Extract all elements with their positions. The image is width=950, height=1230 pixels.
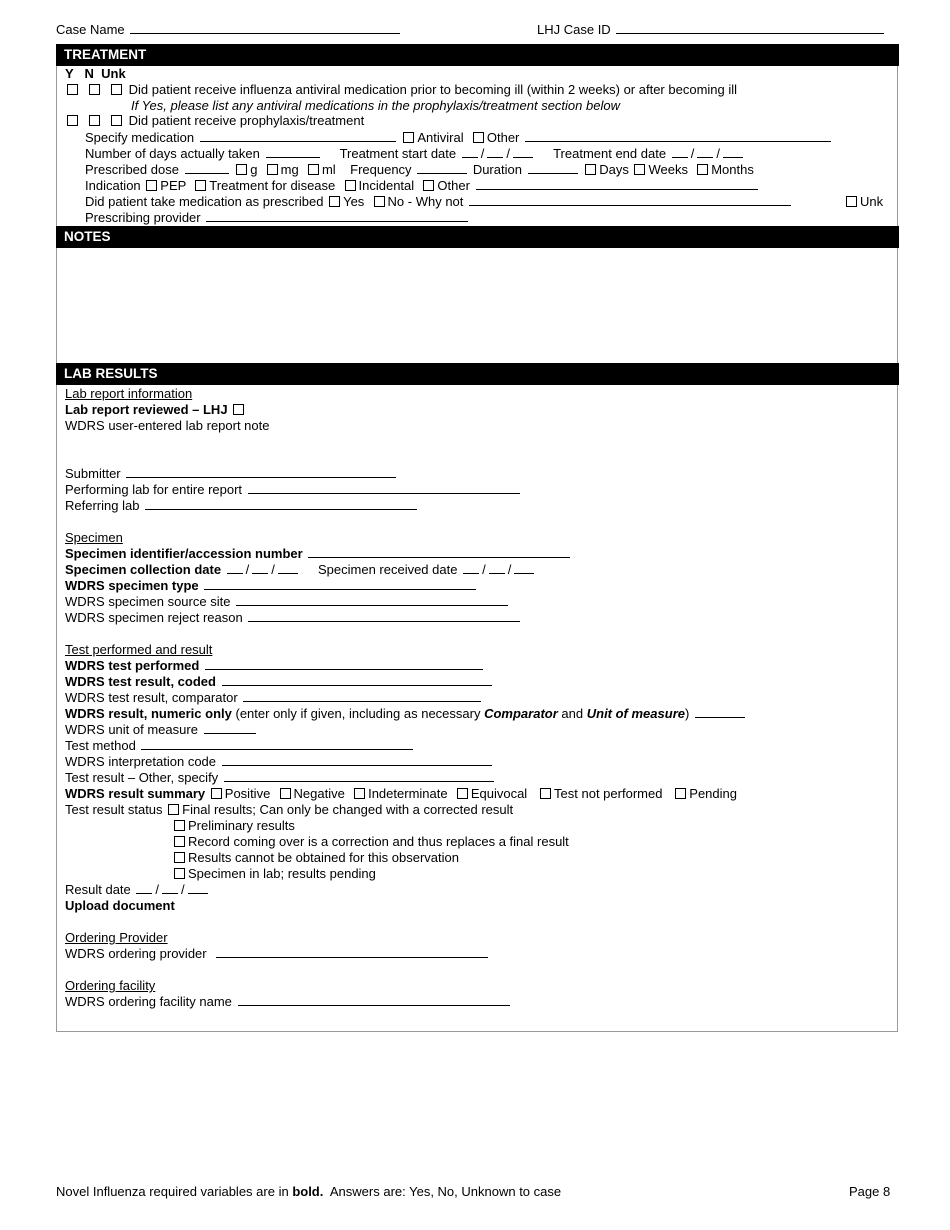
as-prescribed-unk-checkbox[interactable]: [846, 196, 857, 207]
weeks-label: Weeks: [648, 162, 688, 177]
status-prelim-checkbox[interactable]: [174, 820, 185, 831]
specimen-type-label: WDRS specimen type: [65, 578, 199, 593]
result-coded-field[interactable]: [222, 674, 492, 686]
collection-date-day[interactable]: [252, 562, 268, 574]
status-correction-row: [172, 834, 569, 849]
case-name-row: [56, 22, 402, 37]
lab-reviewed-row: [65, 402, 247, 417]
specify-medication-label: Specify medication: [85, 130, 195, 145]
status-specimen-checkbox[interactable]: [174, 868, 185, 879]
referring-lab-field[interactable]: [145, 498, 417, 510]
numeric-close: ): [684, 706, 690, 721]
numeric-note: (enter only if given, including as necessary: [235, 706, 481, 721]
footer-note-suffix: Answers are: Yes, No, Unknown to case: [329, 1184, 562, 1199]
start-date-year[interactable]: [513, 146, 533, 158]
unit-g-checkbox[interactable]: [236, 164, 247, 175]
lab-reviewed-checkbox[interactable]: [233, 404, 244, 415]
reject-reason-field[interactable]: [248, 610, 520, 622]
prophylaxis-y-checkbox[interactable]: [67, 115, 78, 126]
unit-g-label: g: [250, 162, 258, 177]
referring-lab-label: Referring lab: [65, 498, 140, 513]
lhj-case-id-label: LHJ Case ID: [537, 22, 611, 37]
performing-lab-label: Performing lab for entire report: [65, 482, 243, 497]
antiviral-label: Antiviral: [417, 130, 464, 145]
as-prescribed-unk-label: Unk: [860, 194, 884, 209]
duration-label: Duration: [472, 162, 522, 177]
days-taken-field[interactable]: [266, 146, 320, 158]
specimen-heading: Specimen: [65, 530, 123, 545]
result-other-field[interactable]: [224, 770, 494, 782]
result-summary-row: [65, 786, 737, 801]
indeterminate-checkbox[interactable]: [354, 788, 365, 799]
prophylaxis-n-checkbox[interactable]: [89, 115, 100, 126]
negative-checkbox[interactable]: [280, 788, 291, 799]
specify-medication-row: [85, 130, 833, 145]
status-correction-checkbox[interactable]: [174, 836, 185, 847]
ordering-facility-label: WDRS ordering facility name: [65, 994, 232, 1009]
indication-other-label: Other: [437, 178, 470, 193]
prescribed-dose-label: Prescribed dose: [85, 162, 179, 177]
lab-results-section-header: LAB RESULTS: [56, 363, 899, 385]
upload-document-label[interactable]: Upload document: [65, 898, 175, 913]
status-cannot-row: [172, 850, 459, 865]
ordering-provider-field[interactable]: [216, 946, 488, 958]
indication-label: Indication: [85, 178, 141, 193]
test-performed-label: WDRS test performed: [65, 658, 200, 673]
case-name-label: Case Name: [56, 22, 125, 37]
received-date-day[interactable]: [489, 562, 505, 574]
test-method-label: Test method: [65, 738, 136, 753]
prescribing-provider-label: Prescribing provider: [85, 210, 201, 225]
start-date-day[interactable]: [487, 146, 503, 158]
numeric-result-row: [65, 706, 747, 721]
end-date-day[interactable]: [697, 146, 713, 158]
status-prelim-row: [172, 818, 295, 833]
indeterminate-label: Indeterminate: [368, 786, 448, 801]
negative-label: Negative: [293, 786, 345, 801]
as-prescribed-yes-checkbox[interactable]: [329, 196, 340, 207]
ordering-facility-row: [65, 994, 512, 1009]
antiviral-question-label: Did patient receive influenza antiviral medication prior to becoming ill (within 2 weeks) or after becoming ill: [128, 82, 738, 97]
notes-section-header: NOTES: [56, 226, 899, 248]
end-date-month[interactable]: [672, 146, 688, 158]
result-comparator-field[interactable]: [243, 690, 481, 702]
result-status-label: Test result status: [65, 802, 163, 817]
ordering-provider-row: [65, 946, 490, 961]
ordering-provider-label: WDRS ordering provider: [65, 946, 207, 961]
referring-lab-row: [65, 498, 419, 513]
indication-other-checkbox[interactable]: [423, 180, 434, 191]
equivocal-label: Equivocal: [470, 786, 528, 801]
antiviral-unk-checkbox[interactable]: [111, 84, 122, 95]
result-date-month[interactable]: [136, 882, 152, 894]
days-checkbox[interactable]: [585, 164, 596, 175]
ynu-column-headers: [65, 66, 126, 81]
test-method-field[interactable]: [141, 738, 413, 750]
result-summary-label: WDRS result summary: [65, 786, 206, 801]
prescribed-dose-field[interactable]: [185, 162, 229, 174]
prescribing-provider-row: [85, 210, 470, 225]
submitter-row: [65, 466, 398, 481]
result-coded-row: [65, 674, 494, 689]
days-dates-row: Number of days actually taken Treatment start date / / Treatment end date / /: [85, 146, 745, 161]
frequency-field[interactable]: [417, 162, 467, 174]
numeric-result-label: WDRS result, numeric only: [65, 706, 232, 721]
antiviral-checkbox[interactable]: [403, 132, 414, 143]
ordering-facility-heading: Ordering facility: [65, 978, 156, 993]
submitter-field[interactable]: [126, 466, 396, 478]
positive-checkbox[interactable]: [211, 788, 222, 799]
prophylaxis-question-label: Did patient receive prophylaxis/treatment: [128, 113, 365, 128]
unit-mg-checkbox[interactable]: [267, 164, 278, 175]
dose-row: [85, 162, 754, 177]
unit-mg-label: mg: [280, 162, 299, 177]
weeks-checkbox[interactable]: [634, 164, 645, 175]
footer-note: [56, 1184, 561, 1199]
result-other-row: [65, 770, 496, 785]
source-site-row: [65, 594, 510, 609]
unit-ml-label: ml: [321, 162, 336, 177]
ordering-provider-heading: Ordering Provider: [65, 930, 168, 945]
specimen-dates-row: Specimen collection date / / Specimen received date / /: [65, 562, 536, 577]
duration-field[interactable]: [528, 162, 578, 174]
indication-other-field[interactable]: [476, 178, 758, 190]
received-date-year[interactable]: [514, 562, 534, 574]
pep-label: PEP: [160, 178, 187, 193]
specify-medication-field[interactable]: [200, 130, 396, 142]
end-date-label: Treatment end date: [553, 146, 667, 161]
pep-checkbox[interactable]: [146, 180, 157, 191]
days-label: Days: [599, 162, 629, 177]
footer-note-bold: bold.: [292, 1184, 324, 1199]
treatment-disease-checkbox[interactable]: [195, 180, 206, 191]
performing-lab-field[interactable]: [248, 482, 520, 494]
result-date-label: Result date: [65, 882, 131, 897]
specimen-id-row: [65, 546, 572, 561]
start-date-label: Treatment start date: [339, 146, 457, 161]
specimen-type-field[interactable]: [204, 578, 476, 590]
positive-label: Positive: [224, 786, 271, 801]
received-date-label: Specimen received date: [317, 562, 458, 577]
result-date-row: Result date / /: [65, 882, 210, 897]
incidental-checkbox[interactable]: [345, 180, 356, 191]
result-status-row: [65, 802, 513, 817]
status-prelim-label: Preliminary results: [188, 818, 295, 833]
lhj-case-id-field[interactable]: [616, 22, 884, 34]
numeric-unit: Unit of measure: [586, 706, 685, 721]
unit-of-measure-field[interactable]: [204, 722, 256, 734]
interpretation-field[interactable]: [222, 754, 492, 766]
not-performed-checkbox[interactable]: [540, 788, 551, 799]
indication-row: [85, 178, 760, 193]
med-other-field[interactable]: [525, 130, 831, 142]
result-comparator-row: [65, 690, 483, 705]
col-unk: Unk: [101, 66, 126, 81]
pending-label: Pending: [689, 786, 737, 801]
antiviral-n-checkbox[interactable]: [89, 84, 100, 95]
collection-date-label: Specimen collection date: [65, 562, 222, 577]
unit-ml-checkbox[interactable]: [308, 164, 319, 175]
as-prescribed-label: Did patient take medication as prescribed: [85, 194, 324, 209]
end-date-year[interactable]: [723, 146, 743, 158]
status-specimen-row: [172, 866, 376, 881]
prophylaxis-question-row: [65, 113, 364, 128]
page-number: Page 8: [849, 1184, 891, 1199]
test-performed-row: [65, 658, 485, 673]
status-cannot-label: Results cannot be obtained for this observation: [188, 850, 460, 865]
test-performed-field[interactable]: [205, 658, 483, 670]
unit-of-measure-row: [65, 722, 258, 737]
status-specimen-label: Specimen in lab; results pending: [188, 866, 376, 881]
treatment-section-header: TREATMENT: [56, 44, 899, 66]
months-label: Months: [711, 162, 754, 177]
col-n: N: [84, 66, 94, 81]
case-name-field[interactable]: [130, 22, 400, 34]
lab-report-info-heading: Lab report information: [65, 386, 193, 401]
notes-area[interactable]: [57, 248, 897, 362]
treatment-disease-label: Treatment for disease: [209, 178, 336, 193]
med-other-checkbox[interactable]: [473, 132, 484, 143]
numeric-comparator: Comparator: [484, 706, 558, 721]
received-date-month[interactable]: [463, 562, 479, 574]
status-final-checkbox[interactable]: [168, 804, 179, 815]
incidental-label: Incidental: [358, 178, 415, 193]
lab-reviewed-label: Lab report reviewed – LHJ: [65, 402, 228, 417]
result-other-label: Test result – Other, specify: [65, 770, 219, 785]
status-correction-label: Record coming over is a correction and thus replaces a final result: [188, 834, 569, 849]
pending-checkbox[interactable]: [675, 788, 686, 799]
as-prescribed-unk: [844, 194, 883, 209]
interpretation-label: WDRS interpretation code: [65, 754, 217, 769]
months-checkbox[interactable]: [697, 164, 708, 175]
prophylaxis-unk-checkbox[interactable]: [111, 115, 122, 126]
result-date-day[interactable]: [162, 882, 178, 894]
days-taken-label: Number of days actually taken: [85, 146, 260, 161]
source-site-field[interactable]: [236, 594, 508, 606]
collection-date-year[interactable]: [278, 562, 298, 574]
unit-of-measure-label: WDRS unit of measure: [65, 722, 198, 737]
start-date-month[interactable]: [462, 146, 478, 158]
result-coded-label: WDRS test result, coded: [65, 674, 216, 689]
equivocal-checkbox[interactable]: [457, 788, 468, 799]
not-performed-label: Test not performed: [554, 786, 663, 801]
test-method-row: [65, 738, 415, 753]
reject-reason-row: [65, 610, 522, 625]
as-prescribed-yes-label: Yes: [343, 194, 365, 209]
submitter-label: Submitter: [65, 466, 121, 481]
prescribing-provider-field[interactable]: [206, 210, 468, 222]
source-site-label: WDRS specimen source site: [65, 594, 231, 609]
lhj-case-id-row: [537, 22, 886, 37]
footer-note-prefix: Novel Influenza required variables are in: [56, 1184, 289, 1199]
specimen-id-label: Specimen identifier/accession number: [65, 546, 303, 561]
frequency-label: Frequency: [350, 162, 412, 177]
test-section-heading: Test performed and result: [65, 642, 213, 657]
result-date-year[interactable]: [188, 882, 208, 894]
why-not-field[interactable]: [469, 194, 791, 206]
numeric-and: and: [561, 706, 584, 721]
as-prescribed-no-checkbox[interactable]: [374, 196, 385, 207]
numeric-result-field[interactable]: [695, 706, 745, 718]
med-other-label: Other: [486, 130, 520, 145]
interpretation-row: [65, 754, 494, 769]
ordering-facility-field[interactable]: [238, 994, 510, 1006]
as-prescribed-row: [85, 194, 793, 209]
user-note-label: WDRS user-entered lab report note: [65, 418, 270, 433]
as-prescribed-no-label: No - Why not: [387, 194, 464, 209]
status-final-label: Final results; Can only be changed with a corrected result: [182, 802, 514, 817]
specimen-id-field[interactable]: [308, 546, 570, 558]
antiviral-note: If Yes, please list any antiviral medications in the prophylaxis/treatment section below: [131, 98, 620, 113]
col-y: Y: [65, 66, 74, 81]
status-cannot-checkbox[interactable]: [174, 852, 185, 863]
collection-date-month[interactable]: [227, 562, 243, 574]
performing-lab-row: [65, 482, 522, 497]
antiviral-y-checkbox[interactable]: [67, 84, 78, 95]
antiviral-question-row: [65, 82, 737, 97]
specimen-type-row: [65, 578, 478, 593]
reject-reason-label: WDRS specimen reject reason: [65, 610, 243, 625]
result-comparator-label: WDRS test result, comparator: [65, 690, 238, 705]
